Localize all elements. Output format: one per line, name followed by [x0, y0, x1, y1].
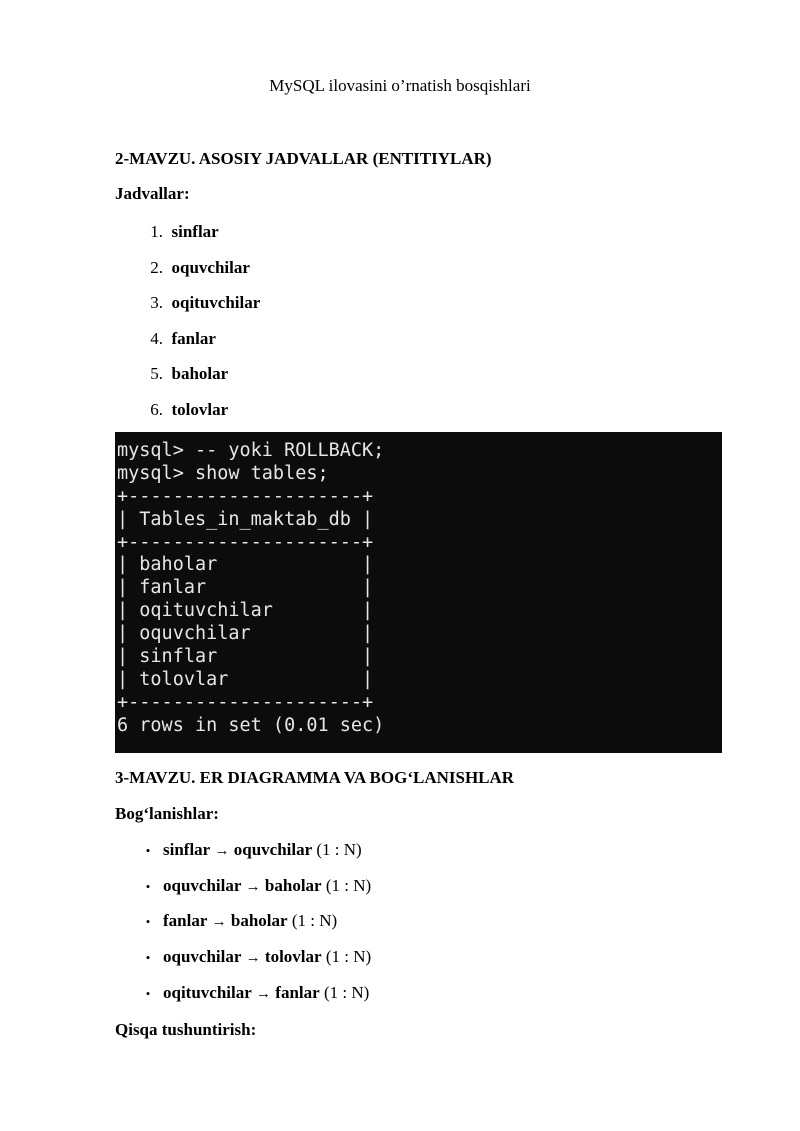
list-item	[115, 356, 260, 392]
list-number: 3.	[150, 293, 163, 312]
terminal-line: | baholar |	[117, 554, 374, 576]
relation-from: oquvchilar	[163, 947, 242, 967]
list-item	[115, 868, 371, 904]
relation-cardinality: (1 : N)	[316, 840, 362, 859]
bullet-icon: •	[145, 843, 151, 858]
tables-subheading: Jadvallar:	[115, 184, 190, 203]
bullet-icon: •	[145, 985, 151, 1001]
image-caption: MySQL ilovasini o’rnatish bosqishlari	[269, 76, 531, 95]
relation-cardinality: (1 : N)	[325, 947, 372, 967]
list-item	[115, 975, 371, 1011]
list-item	[115, 392, 260, 428]
tables-list	[115, 214, 260, 427]
list-item	[115, 250, 260, 286]
bullet-icon: •	[145, 950, 151, 966]
list-item	[115, 903, 371, 939]
terminal-line: | fanlar |	[117, 577, 374, 599]
arrow-right-icon: →	[245, 878, 261, 895]
bullet-icon: •	[145, 878, 151, 894]
relation-cardinality: (1 : N)	[325, 875, 372, 895]
terminal-line: mysql> show tables;	[117, 462, 329, 484]
list-number: 4.	[150, 328, 163, 348]
arrow-right-icon: →	[211, 914, 227, 931]
list-text: baholar	[171, 364, 229, 383]
list-number: 5.	[150, 364, 163, 383]
section-2-heading: 2-MAVZU. ASOSIY JADVALLAR (ENTITIYLAR)	[115, 149, 492, 168]
terminal-line: | oquvchilar |	[117, 623, 374, 645]
summary-subheading: Qisqa tushuntirish:	[115, 1020, 257, 1039]
relation-from: sinflar	[163, 840, 211, 859]
list-item	[115, 214, 260, 250]
arrow-right-icon: →	[214, 843, 230, 859]
arrow-right-icon: →	[245, 950, 261, 967]
bullet-icon: •	[145, 914, 151, 930]
terminal-line: | sinflar |	[117, 646, 374, 668]
relation-cardinality: (1 : N)	[323, 982, 370, 1002]
list-item	[115, 285, 260, 321]
list-text: oqituvchilar	[171, 293, 261, 312]
terminal-line: | tolovlar |	[117, 668, 374, 690]
terminal-line: | oqituvchilar |	[117, 600, 374, 622]
list-item	[115, 321, 260, 357]
list-number: 2.	[150, 257, 163, 277]
relation-from: fanlar	[163, 911, 208, 931]
relation-from: oqituvchilar	[163, 982, 252, 1002]
terminal-line: 6 rows in set (0.01 sec)	[117, 714, 385, 736]
relation-to: fanlar	[275, 982, 320, 1002]
section-3-heading: 3-MAVZU. ER DIAGRAMMA VA BOG‘LANISHLAR	[115, 768, 515, 787]
relation-cardinality: (1 : N)	[291, 911, 338, 931]
terminal-line: +---------------------+	[117, 485, 374, 507]
list-number: 1.	[150, 222, 163, 241]
list-text: oquvchilar	[171, 257, 250, 277]
list-text: tolovlar	[171, 399, 229, 419]
relation-from: oquvchilar	[163, 875, 242, 895]
list-item	[115, 939, 371, 975]
terminal-line: +---------------------+	[117, 531, 374, 553]
terminal-line: mysql> -- yoki ROLLBACK;	[117, 440, 385, 461]
relation-to: baholar	[264, 875, 322, 895]
relations-subheading: Bog‘lanishlar:	[115, 804, 219, 823]
arrow-right-icon: →	[256, 985, 272, 1002]
terminal-line: | Tables_in_maktab_db |	[117, 508, 374, 530]
relation-to: tolovlar	[264, 947, 322, 967]
terminal-screenshot	[115, 432, 722, 753]
relations-list	[115, 832, 371, 1010]
relation-to: oquvchilar	[233, 840, 313, 859]
list-text: sinflar	[171, 222, 219, 241]
terminal-line: +---------------------+	[117, 691, 374, 713]
list-text: fanlar	[171, 328, 216, 348]
relation-to: baholar	[230, 911, 288, 931]
list-number: 6.	[150, 399, 163, 419]
list-item	[115, 832, 371, 868]
